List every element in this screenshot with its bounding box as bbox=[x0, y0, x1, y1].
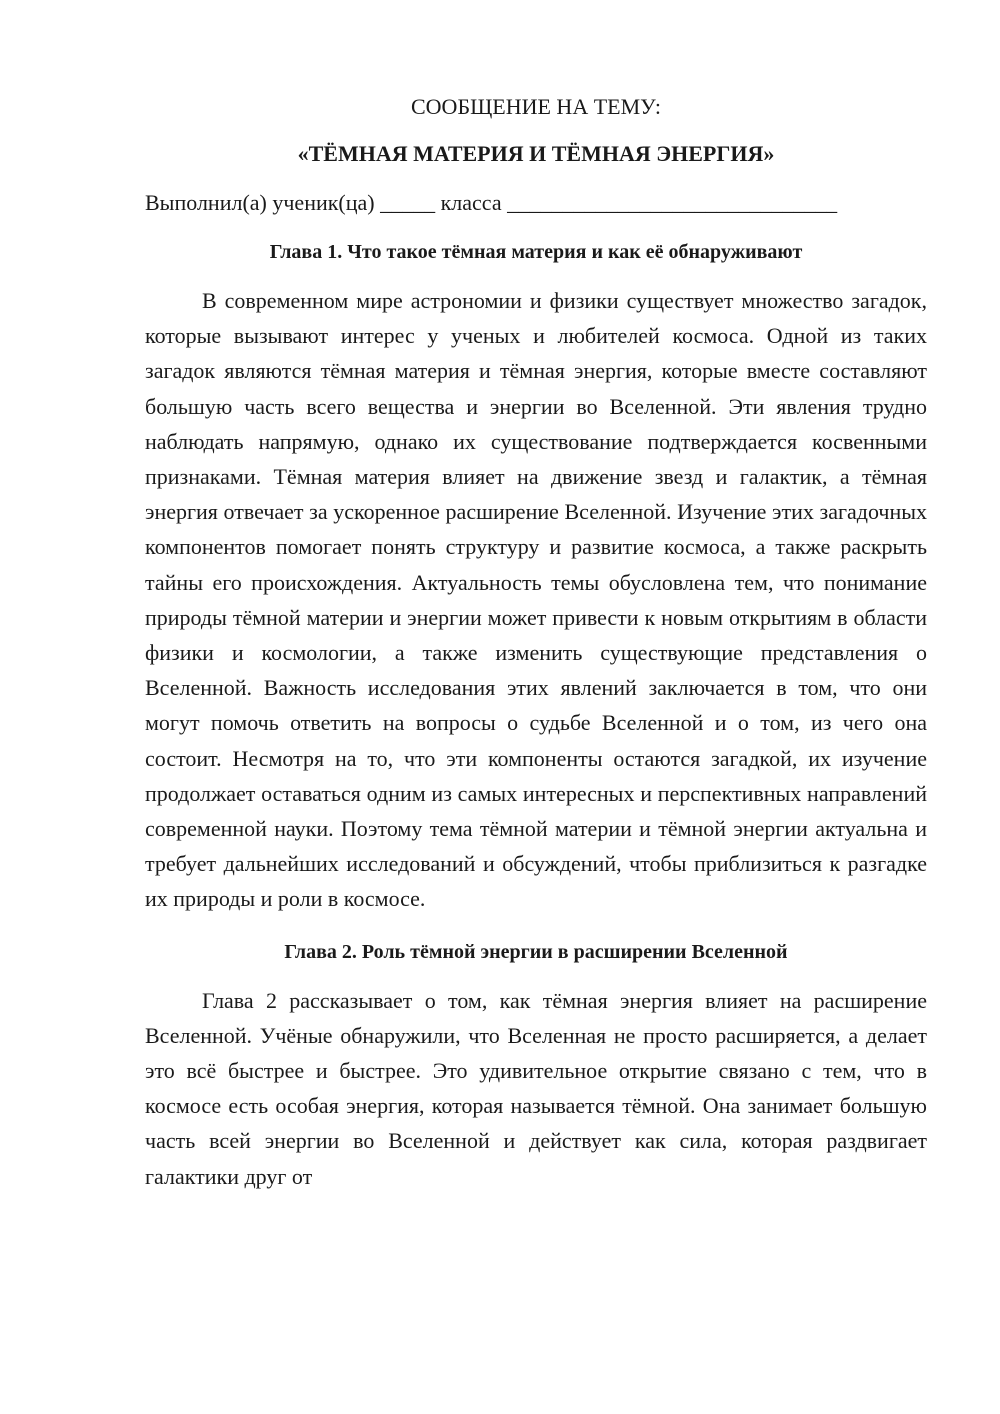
chapter-1-paragraph: В современном мире астрономии и физики существует множество загадок, которые вызывают интерес у ученых и любителей космоса. Одной из таких загадок являются тёмная материя и тёмная энергия, которые вместе составляют большую часть всего вещества и энергии во Вселенной. Эти явления трудно наблюдать напрямую, однако их существование подтверждается косвенными признаками. Тёмная материя влияет на движение звезд и галактик, а тёмная энергия отвечает за ускоренное расширение Вселенной. Изучение этих загадочных компонентов помогает понять структуру и развитие космоса, а также раскрыть тайны его происхождения. Актуальность темы обусловлена тем, что понимание природы тёмной материи и энергии может привести к новым открытиям в области физики и космологии, а также изменить существующие представления о Вселенной. Важность исследования этих явлений заключается в том, что они могут помочь ответить на вопросы о судьбе Вселенной и о том, из чего она состоит. Несмотря на то, что эти компоненты остаются загадкой, их изучение продолжает оставаться одним из самых интересных и перспективных направлений современной науки. Поэтому тема тёмной материи и тёмной энергии актуальна и требует дальнейших исследований и обсуждений, чтобы приблизиться к разгадке их природы и роли в космосе. bbox=[145, 288, 927, 912]
chapter-2-paragraph: Глава 2 рассказывает о том, как тёмная энергия влияет на расширение Вселенной. Учёные обнаружили, что Вселенная не просто расширяется, а делает это всё быстрее и быстрее. Это удивительное открытие связано с тем, что в космосе есть особая энергия, которая называется тёмной. Она занимает большую часть всей энергии во Вселенной и действует как сила, которая раздвигает галактики друг от bbox=[145, 987, 927, 1189]
author-line: Выполнил(а) ученик(ца) _____ класса ______________________________ bbox=[145, 190, 838, 215]
document-content bbox=[145, 92, 927, 1194]
chapter-1-title: Глава 1. Что такое тёмная материя и как её обнаруживают bbox=[269, 241, 803, 263]
document-heading: СООБЩЕНИЕ НА ТЕМУ: bbox=[411, 94, 661, 119]
chapter-2-title: Глава 2. Роль тёмной энергии в расширении Вселенной bbox=[284, 940, 788, 963]
document-title: «ТЁМНАЯ МАТЕРИЯ И ТЁМНАЯ ЭНЕРГИЯ» bbox=[297, 141, 775, 166]
